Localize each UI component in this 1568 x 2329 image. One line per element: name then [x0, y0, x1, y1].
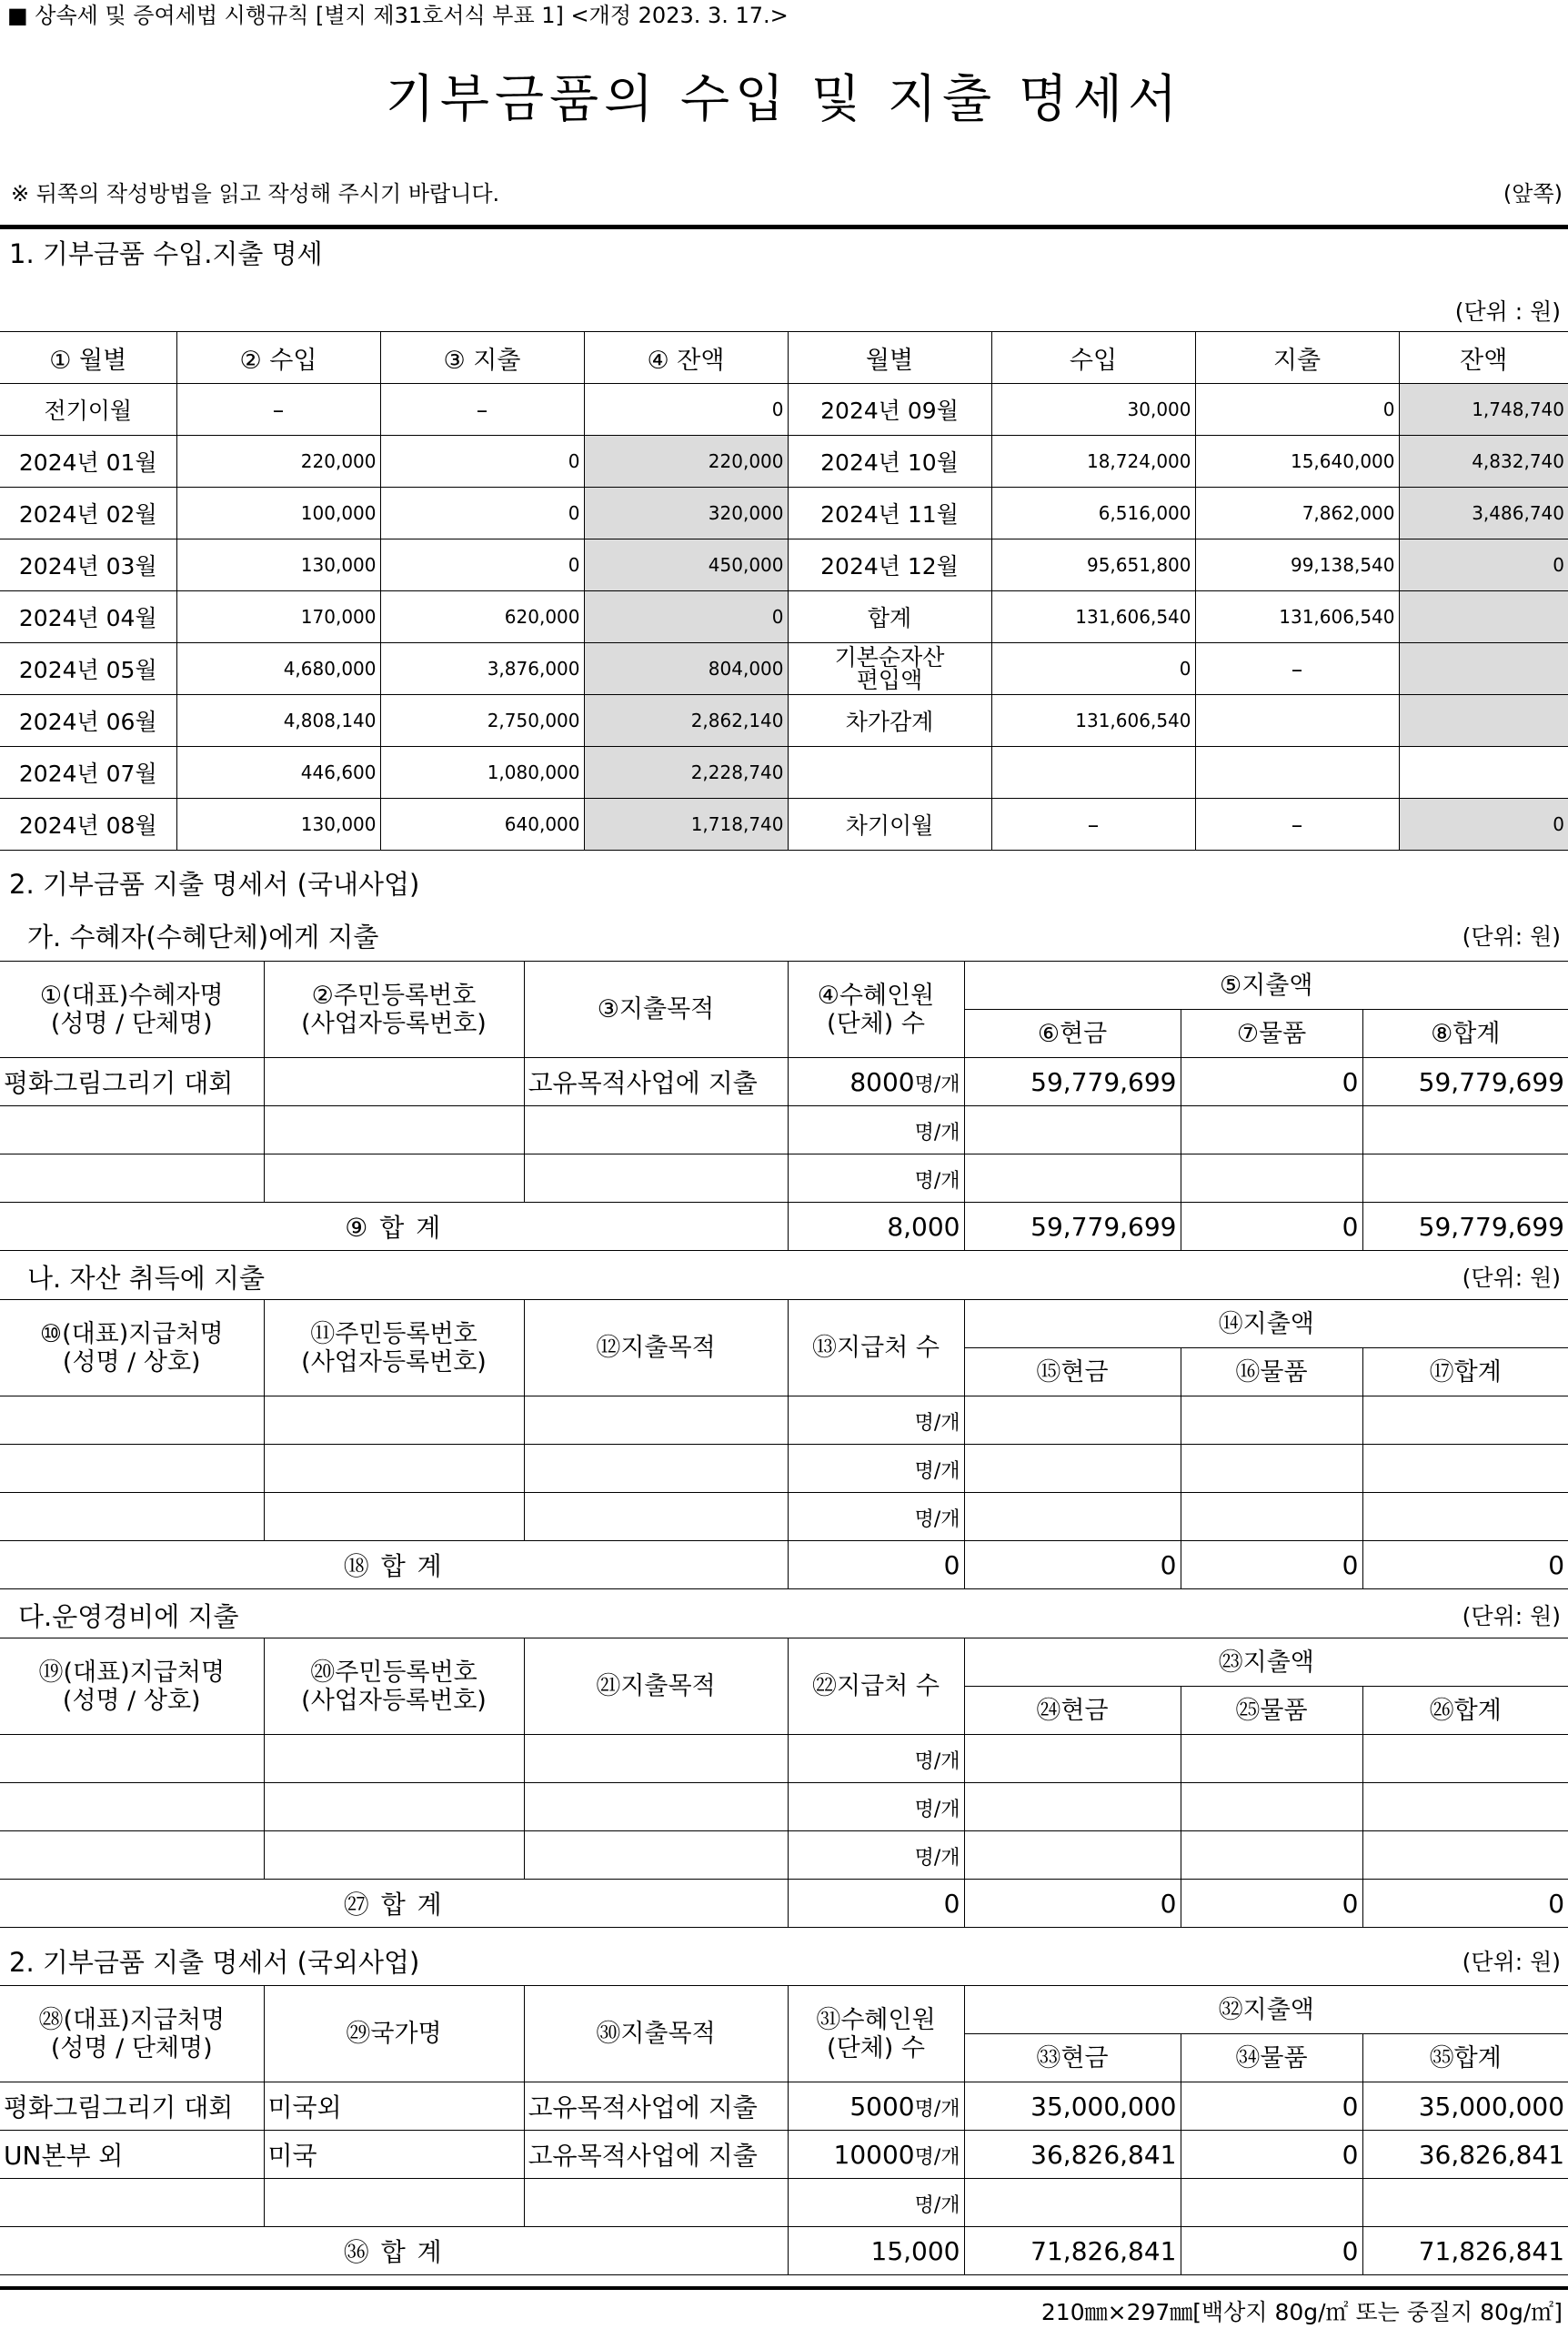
name-cell — [0, 1493, 264, 1541]
table-row — [0, 2082, 1568, 2131]
count-unit: 명/개 — [914, 1411, 960, 1435]
purpose-cell: 고유목적사업에 지출 — [524, 2131, 788, 2179]
expense-cell: 0 — [380, 436, 584, 488]
income-cell: 131,606,540 — [991, 695, 1195, 747]
registration-cell — [264, 1445, 524, 1493]
goods-cell — [1181, 1106, 1362, 1154]
sum-cash: 0 — [964, 1880, 1181, 1928]
sum-total: 71,826,841 — [1362, 2227, 1568, 2275]
paper-spec: 210㎜×297㎜[백상지 80g/㎡ 또는 중질지 80g/㎡] — [1040, 2299, 1563, 2325]
column-header: 월별 — [788, 332, 991, 384]
header-name: ①(대표)수혜자명 (성명 / 단체명) — [0, 962, 264, 1058]
expense-cell: 131,606,540 — [1195, 591, 1399, 643]
column-header: ② 수입 — [176, 332, 380, 384]
section2b-title: 나. 자산 취득에 지출 — [27, 1263, 265, 1294]
header-amount: ⑭지출액 — [964, 1300, 1568, 1348]
table-row — [0, 488, 1568, 539]
balance-cell — [1399, 747, 1568, 799]
table-row — [0, 1493, 1568, 1541]
total-cell — [1362, 1106, 1568, 1154]
cash-cell — [964, 2179, 1181, 2227]
month-cell: 2024년 06월 — [0, 695, 176, 747]
section2c-title: 다.운영경비에 지출 — [18, 1601, 239, 1632]
table-row — [0, 539, 1568, 591]
total-cell — [1362, 1445, 1568, 1493]
month-cell: 합계 — [788, 591, 991, 643]
total-cell — [1362, 1493, 1568, 1541]
top-rule — [0, 225, 1568, 229]
sum-total: 0 — [1362, 1880, 1568, 1928]
cash-cell — [964, 1831, 1181, 1880]
income-cell: 446,600 — [176, 747, 380, 799]
cash-cell — [964, 1154, 1181, 1203]
sum-goods: 0 — [1181, 1880, 1362, 1928]
form-reference: ■ 상속세 및 증여세법 시행규칙 [별지 제31호서식 부표 1] <개정 2023. 3. 17.> — [7, 3, 789, 28]
count-cell — [788, 1058, 964, 1106]
sum-goods: 0 — [1181, 1541, 1362, 1589]
column-header: 지출 — [1195, 332, 1399, 384]
sum-goods: 0 — [1181, 2227, 1362, 2275]
column-header: 잔액 — [1399, 332, 1568, 384]
income-cell: – — [991, 799, 1195, 851]
registration-cell: 미국 — [264, 2131, 524, 2179]
count-cell — [788, 2082, 964, 2131]
name-cell — [0, 1735, 264, 1783]
header-amount: ⑤지출액 — [964, 962, 1568, 1010]
count-value: 8000 — [849, 1066, 915, 1097]
table-row — [0, 695, 1568, 747]
income-cell: 18,724,000 — [991, 436, 1195, 488]
income-cell: 100,000 — [176, 488, 380, 539]
balance-cell: 2,862,140 — [584, 695, 788, 747]
page-side-label: (앞쪽) — [1503, 181, 1563, 207]
section3-title: 2. 기부금품 지출 명세서 (국외사업) — [9, 1947, 420, 1978]
table-row — [0, 436, 1568, 488]
section1-unit: (단위 : 원) — [1454, 298, 1561, 325]
cash-cell — [964, 1396, 1181, 1445]
section2a-title: 가. 수혜자(수혜단체)에게 지출 — [27, 922, 379, 953]
header-goods: ㉕물품 — [1181, 1687, 1362, 1735]
count-cell — [788, 1783, 964, 1831]
purpose-cell — [524, 2179, 788, 2227]
cash-cell — [964, 1735, 1181, 1783]
month-cell: 전기이월 — [0, 384, 176, 436]
expense-cell: 0 — [1195, 384, 1399, 436]
purpose-cell — [524, 1493, 788, 1541]
table-row — [0, 747, 1568, 799]
goods-cell — [1181, 1831, 1362, 1880]
table-row — [0, 1783, 1568, 1831]
cash-cell — [964, 1783, 1181, 1831]
income-cell: – — [176, 384, 380, 436]
header-total: ㉟합계 — [1362, 2034, 1568, 2082]
month-cell: 2024년 11월 — [788, 488, 991, 539]
month-cell: 2024년 05월 — [0, 643, 176, 695]
registration-cell — [264, 1493, 524, 1541]
count-cell — [788, 1445, 964, 1493]
sum-label: ⑨ 합 계 — [0, 1203, 788, 1251]
expense-cell: 640,000 — [380, 799, 584, 851]
balance-cell: 804,000 — [584, 643, 788, 695]
month-cell: 2024년 12월 — [788, 539, 991, 591]
goods-cell — [1181, 1396, 1362, 1445]
header-purpose: ⑫지출목적 — [524, 1300, 788, 1396]
cash-cell — [964, 1445, 1181, 1493]
registration-cell — [264, 1831, 524, 1880]
expense-cell: 3,876,000 — [380, 643, 584, 695]
purpose-cell: 고유목적사업에 지출 — [524, 1058, 788, 1106]
registration-cell — [264, 1783, 524, 1831]
income-cell: 220,000 — [176, 436, 380, 488]
count-unit: 명/개 — [914, 2097, 960, 2121]
goods-cell — [1181, 1783, 1362, 1831]
goods-cell — [1181, 1445, 1362, 1493]
month-cell: 차기이월 — [788, 799, 991, 851]
month-cell: 2024년 03월 — [0, 539, 176, 591]
section1-title: 1. 기부금품 수입.지출 명세 — [9, 238, 323, 269]
sum-row — [0, 1541, 1568, 1589]
goods-cell — [1181, 1735, 1362, 1783]
column-header: ③ 지출 — [380, 332, 584, 384]
registration-cell — [264, 1154, 524, 1203]
header-registration: ②주민등록번호 (사업자등록번호) — [264, 962, 524, 1058]
purpose-cell — [524, 1783, 788, 1831]
sum-count: 0 — [788, 1541, 964, 1589]
total-cell — [1362, 1783, 1568, 1831]
expense-cell — [1195, 747, 1399, 799]
sum-label: ㊱ 합 계 — [0, 2227, 788, 2275]
count-unit: 명/개 — [914, 1459, 960, 1483]
count-unit: 명/개 — [914, 1798, 960, 1821]
expense-cell: – — [380, 384, 584, 436]
balance-cell: 0 — [584, 591, 788, 643]
header-registration: ㉙국가명 — [264, 1986, 524, 2082]
balance-cell: 220,000 — [584, 436, 788, 488]
cash-cell: 35,000,000 — [964, 2082, 1181, 2131]
header-name: ⑩(대표)지급처명 (성명 / 상호) — [0, 1300, 264, 1396]
count-value: 5000 — [849, 2091, 915, 2122]
sum-count: 0 — [788, 1880, 964, 1928]
expense-cell: 1,080,000 — [380, 747, 584, 799]
registration-cell — [264, 1106, 524, 1154]
page-title: 기부금품의 수입 및 지출 명세서 — [385, 70, 1183, 129]
month-cell — [788, 747, 991, 799]
cash-cell — [964, 1106, 1181, 1154]
header-goods: ㉞물품 — [1181, 2034, 1362, 2082]
recipient-expense-table — [0, 961, 1568, 1251]
count-unit: 명/개 — [914, 1121, 960, 1144]
count-unit: 명/개 — [914, 2193, 960, 2217]
header-goods: ⑦물품 — [1181, 1010, 1362, 1058]
total-cell — [1362, 1735, 1568, 1783]
count-unit: 명/개 — [914, 1073, 960, 1096]
purpose-cell — [524, 1831, 788, 1880]
sum-label: ㉗ 합 계 — [0, 1880, 788, 1928]
table-row — [0, 1445, 1568, 1493]
header-registration: ⑳주민등록번호 (사업자등록번호) — [264, 1638, 524, 1735]
expense-cell — [1195, 695, 1399, 747]
total-cell — [1362, 2179, 1568, 2227]
table-row — [0, 591, 1568, 643]
count-cell — [788, 1154, 964, 1203]
expense-cell: 2,750,000 — [380, 695, 584, 747]
table-row — [0, 643, 1568, 695]
balance-cell: 450,000 — [584, 539, 788, 591]
count-cell — [788, 1831, 964, 1880]
goods-cell: 0 — [1181, 2082, 1362, 2131]
sum-label: ⑱ 합 계 — [0, 1541, 788, 1589]
income-expense-table — [0, 331, 1568, 851]
registration-cell — [264, 2179, 524, 2227]
income-cell — [991, 747, 1195, 799]
name-cell: 평화그림그리기 대회 — [0, 2082, 264, 2131]
header-count: ㉛수혜인원 (단체) 수 — [788, 1986, 964, 2082]
bottom-rule — [0, 2286, 1568, 2290]
expense-cell: 0 — [380, 488, 584, 539]
purpose-cell — [524, 1154, 788, 1203]
balance-cell: 2,228,740 — [584, 747, 788, 799]
expense-cell: 15,640,000 — [1195, 436, 1399, 488]
header-cash: ㉔현금 — [964, 1687, 1181, 1735]
sum-goods: 0 — [1181, 1203, 1362, 1251]
header-purpose: ㉑지출목적 — [524, 1638, 788, 1735]
sum-cash: 59,779,699 — [964, 1203, 1181, 1251]
income-cell: 0 — [991, 643, 1195, 695]
month-cell: 2024년 07월 — [0, 747, 176, 799]
table-row — [0, 2179, 1568, 2227]
balance-cell: 320,000 — [584, 488, 788, 539]
section2b-unit: (단위: 원) — [1462, 1265, 1561, 1291]
section2-title: 2. 기부금품 지출 명세서 (국내사업) — [9, 869, 420, 900]
count-unit: 명/개 — [914, 2145, 960, 2169]
count-cell — [788, 2131, 964, 2179]
column-header: 수입 — [991, 332, 1195, 384]
purpose-cell — [524, 1106, 788, 1154]
expense-cell: 7,862,000 — [1195, 488, 1399, 539]
balance-cell: 1,748,740 — [1399, 384, 1568, 436]
count-cell — [788, 1735, 964, 1783]
sum-row — [0, 1880, 1568, 1928]
balance-cell — [1399, 643, 1568, 695]
name-cell — [0, 1396, 264, 1445]
table-row — [0, 1058, 1568, 1106]
month-cell: 2024년 09월 — [788, 384, 991, 436]
month-cell: 차가감계 — [788, 695, 991, 747]
sum-total: 0 — [1362, 1541, 1568, 1589]
count-cell — [788, 1396, 964, 1445]
header-amount: ㉜지출액 — [964, 1986, 1568, 2034]
purpose-cell — [524, 1735, 788, 1783]
name-cell — [0, 1783, 264, 1831]
purpose-cell — [524, 1445, 788, 1493]
header-goods: ⑯물품 — [1181, 1348, 1362, 1396]
header-cash: ㉝현금 — [964, 2034, 1181, 2082]
registration-cell — [264, 1396, 524, 1445]
month-cell: 2024년 01월 — [0, 436, 176, 488]
month-cell: 2024년 02월 — [0, 488, 176, 539]
header-purpose: ㉚지출목적 — [524, 1986, 788, 2082]
count-unit: 명/개 — [914, 1507, 960, 1531]
table-row — [0, 1106, 1568, 1154]
header-purpose: ③지출목적 — [524, 962, 788, 1058]
header-cash: ⑥현금 — [964, 1010, 1181, 1058]
name-cell — [0, 1445, 264, 1493]
header-count: ④수혜인원 (단체) 수 — [788, 962, 964, 1058]
balance-cell: 0 — [584, 384, 788, 436]
header-count: ㉒지급처 수 — [788, 1638, 964, 1735]
section2a-unit: (단위: 원) — [1462, 923, 1561, 950]
total-cell — [1362, 1396, 1568, 1445]
total-cell: 35,000,000 — [1362, 2082, 1568, 2131]
cash-cell: 36,826,841 — [964, 2131, 1181, 2179]
asset-expense-table — [0, 1299, 1568, 1589]
month-cell: 기본순자산 편입액 — [788, 643, 991, 695]
cash-cell: 59,779,699 — [964, 1058, 1181, 1106]
sum-row — [0, 1203, 1568, 1251]
name-cell — [0, 1831, 264, 1880]
name-cell: UN본부 외 — [0, 2131, 264, 2179]
total-cell — [1362, 1154, 1568, 1203]
table-row — [0, 799, 1568, 851]
header-count: ⑬지급처 수 — [788, 1300, 964, 1396]
header-name: ㉘(대표)지급처명 (성명 / 단체명) — [0, 1986, 264, 2082]
column-header: ① 월별 — [0, 332, 176, 384]
purpose-cell — [524, 1396, 788, 1445]
balance-cell: 4,832,740 — [1399, 436, 1568, 488]
table-row — [0, 1154, 1568, 1203]
month-cell: 2024년 04월 — [0, 591, 176, 643]
header-total: ⑰합계 — [1362, 1348, 1568, 1396]
balance-cell: 0 — [1399, 539, 1568, 591]
table-row — [0, 384, 1568, 436]
sum-cash: 0 — [964, 1541, 1181, 1589]
balance-cell: 0 — [1399, 799, 1568, 851]
count-unit: 명/개 — [914, 1749, 960, 1773]
operating-expense-table — [0, 1638, 1568, 1928]
table-row — [0, 1735, 1568, 1783]
balance-cell — [1399, 695, 1568, 747]
total-cell: 59,779,699 — [1362, 1058, 1568, 1106]
header-registration: ⑪주민등록번호 (사업자등록번호) — [264, 1300, 524, 1396]
balance-cell: 3,486,740 — [1399, 488, 1568, 539]
income-cell: 30,000 — [991, 384, 1195, 436]
sum-total: 59,779,699 — [1362, 1203, 1568, 1251]
income-cell: 95,651,800 — [991, 539, 1195, 591]
section3-unit: (단위: 원) — [1462, 1949, 1561, 1975]
name-cell — [0, 1106, 264, 1154]
balance-cell — [1399, 591, 1568, 643]
registration-cell — [264, 1735, 524, 1783]
income-cell: 4,808,140 — [176, 695, 380, 747]
expense-cell: – — [1195, 643, 1399, 695]
overseas-expense-table — [0, 1985, 1568, 2275]
section2c-unit: (단위: 원) — [1462, 1603, 1561, 1629]
income-cell: 4,680,000 — [176, 643, 380, 695]
expense-cell: 0 — [380, 539, 584, 591]
header-amount: ㉓지출액 — [964, 1638, 1568, 1687]
sum-count: 8,000 — [788, 1203, 964, 1251]
sum-count: 15,000 — [788, 2227, 964, 2275]
count-cell — [788, 2179, 964, 2227]
header-total: ㉖합계 — [1362, 1687, 1568, 1735]
income-cell: 131,606,540 — [991, 591, 1195, 643]
goods-cell: 0 — [1181, 1058, 1362, 1106]
sum-cash: 71,826,841 — [964, 2227, 1181, 2275]
count-cell — [788, 1493, 964, 1541]
table-row — [0, 2131, 1568, 2179]
goods-cell — [1181, 1154, 1362, 1203]
expense-cell: – — [1195, 799, 1399, 851]
column-header: ④ 잔액 — [584, 332, 788, 384]
name-cell — [0, 2179, 264, 2227]
table-row — [0, 1396, 1568, 1445]
count-unit: 명/개 — [914, 1169, 960, 1193]
income-cell: 170,000 — [176, 591, 380, 643]
registration-cell — [264, 1058, 524, 1106]
count-value: 10000 — [833, 2139, 915, 2170]
income-cell: 130,000 — [176, 799, 380, 851]
income-cell: 6,516,000 — [991, 488, 1195, 539]
expense-cell: 99,138,540 — [1195, 539, 1399, 591]
balance-cell: 1,718,740 — [584, 799, 788, 851]
total-cell: 36,826,841 — [1362, 2131, 1568, 2179]
header-name: ⑲(대표)지급처명 (성명 / 상호) — [0, 1638, 264, 1735]
cash-cell — [964, 1493, 1181, 1541]
goods-cell — [1181, 2179, 1362, 2227]
total-cell — [1362, 1831, 1568, 1880]
registration-cell: 미국외 — [264, 2082, 524, 2131]
instruction-note: ※ 뒤쪽의 작성방법을 읽고 작성해 주시기 바랍니다. — [11, 181, 500, 207]
header-total: ⑧합계 — [1362, 1010, 1568, 1058]
count-cell — [788, 1106, 964, 1154]
income-cell: 130,000 — [176, 539, 380, 591]
name-cell — [0, 1154, 264, 1203]
sum-row — [0, 2227, 1568, 2275]
header-cash: ⑮현금 — [964, 1348, 1181, 1396]
goods-cell: 0 — [1181, 2131, 1362, 2179]
goods-cell — [1181, 1493, 1362, 1541]
expense-cell: 620,000 — [380, 591, 584, 643]
purpose-cell: 고유목적사업에 지출 — [524, 2082, 788, 2131]
month-cell: 2024년 10월 — [788, 436, 991, 488]
table-row — [0, 1831, 1568, 1880]
count-unit: 명/개 — [914, 1846, 960, 1870]
name-cell: 평화그림그리기 대회 — [0, 1058, 264, 1106]
month-cell: 2024년 08월 — [0, 799, 176, 851]
